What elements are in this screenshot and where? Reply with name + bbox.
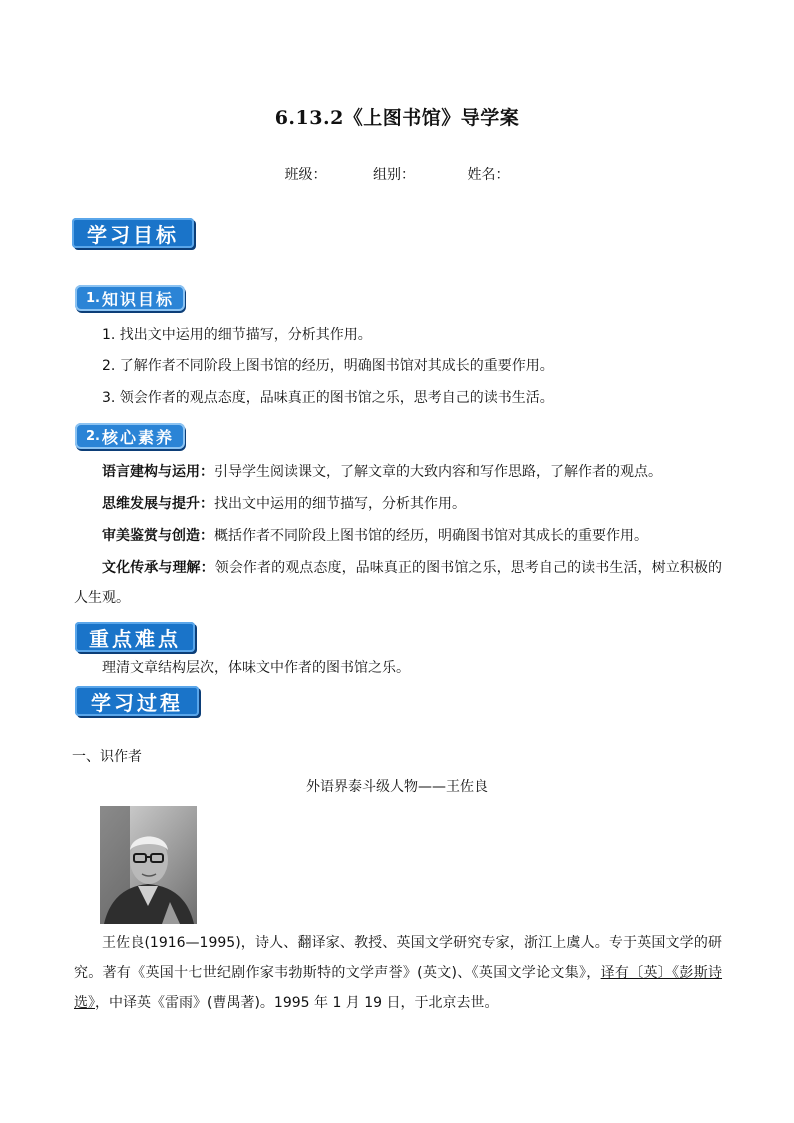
- core-item: [102, 462, 662, 482]
- core-item-text: 引导学生阅读课文，了解文章的大致内容和写作思路，了解作者的观点。: [214, 464, 662, 480]
- knowledge-item: 2. 了解作者不同阶段上图书馆的经历，明确图书馆对其成长的重要作用。: [102, 358, 554, 374]
- author-bio-text-end: ，中译英《雷雨》(曹禺著)。1995 年 1 月 19 日，于北京去世。: [95, 995, 499, 1011]
- core-item-text: 概括作者不同阶段上图书馆的经历，明确图书馆对其成长的重要作用。: [214, 528, 648, 544]
- core-item-label: 审美鉴赏与创造：: [102, 528, 214, 544]
- core-item: [102, 494, 466, 514]
- core-item-label: 文化传承与理解：: [102, 560, 215, 576]
- author-bio-text: 王佐良(1916—1995)，诗人、翻译家、教授、英国文学研究专家，浙江上虞人。专于英国文学的研究。著有《英国十七世纪剧作家韦勃斯特的文学声誉》(英文)、《英国文学论文集》，: [74, 935, 722, 981]
- author-bio: [74, 928, 722, 1018]
- knowledge-item: 1. 找出文中运用的细节描写，分析其作用。: [102, 327, 372, 343]
- student-info-row: [0, 164, 794, 184]
- key-points-text: 理清文章结构层次，体味文中作者的图书馆之乐。: [102, 660, 410, 676]
- banner-knowledge-text: 知识目标: [101, 289, 174, 309]
- banner-core-literacy: [75, 423, 185, 449]
- author-caption: 外语界泰斗级人物——王佐良: [306, 779, 488, 795]
- page-title: 6.13.2《上图书馆》导学案: [274, 107, 520, 129]
- core-item-text: 找出文中运用的细节描写，分析其作用。: [214, 496, 466, 512]
- banner-key-points: 重点难点: [75, 622, 195, 652]
- banner-learning-process: 学习过程: [75, 686, 199, 716]
- knowledge-item: 3. 领会作者的观点态度，品味真正的图书馆之乐，思考自己的读书生活。: [102, 390, 554, 406]
- core-item-label: 语言建构与运用：: [102, 464, 214, 480]
- banner-knowledge-num: 1.: [86, 290, 100, 306]
- class-label: 班级：: [284, 167, 327, 183]
- core-item: [102, 526, 648, 546]
- banner-knowledge-goals: [75, 285, 185, 311]
- core-item-text: 领会作者的观点态度，品味真正的图书馆之乐，思考自己的读书生活，树立积极的人生观。: [74, 560, 723, 606]
- group-label: 组别：: [373, 167, 415, 183]
- banner-core-text: 核心素养: [101, 427, 174, 447]
- core-item: [74, 553, 722, 613]
- banner-learning-goals: 学习目标: [72, 218, 194, 248]
- core-item-label: 思维发展与提升：: [102, 496, 214, 512]
- section-heading: 一、识作者: [72, 749, 142, 765]
- name-label: 姓名：: [467, 167, 510, 183]
- author-bio-translations: 译有〔英〕《彭斯诗选》: [74, 965, 723, 1011]
- author-photo: [100, 806, 197, 924]
- banner-core-num: 2.: [86, 428, 100, 444]
- author-portrait-image: [100, 806, 197, 924]
